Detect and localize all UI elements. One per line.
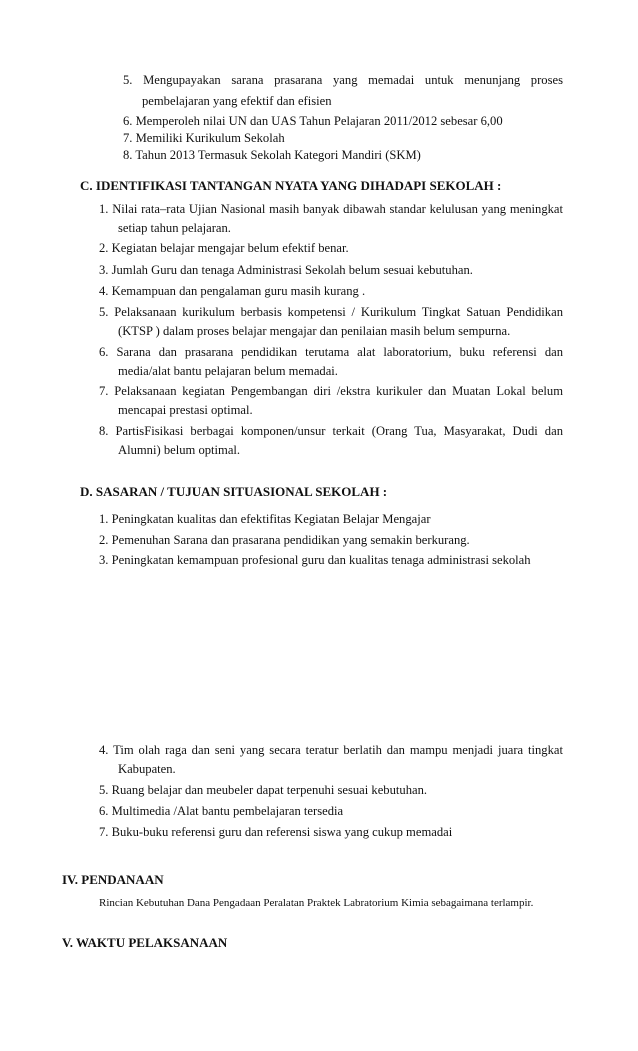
list-item: 2. Pemenuhan Sarana dan prasarana pendidikan yang semakin berkurang.: [99, 533, 470, 547]
list-item: 5. Mengupayakan sarana prasarana yang memadai untuk menunjang proses: [123, 73, 563, 87]
list-item-continuation: media/alat bantu pelajaran belum memadai.: [118, 364, 338, 378]
list-item: 5. Pelaksanaan kurikulum berbasis kompetensi / Kurikulum Tingkat Satuan Pendidikan: [99, 305, 563, 319]
list-item-continuation: setiap tahun pelajaran.: [118, 221, 231, 235]
list-item: 3. Peningkatan kemampuan profesional guru dan kualitas tenaga administrasi sekolah: [99, 553, 531, 567]
list-item: 6. Memperoleh nilai UN dan UAS Tahun Pelajaran 2011/2012 sebesar 6,00: [123, 114, 503, 128]
list-item: 4. Kemampuan dan pengalaman guru masih kurang .: [99, 284, 366, 298]
list-item: 6. Sarana dan prasarana pendidikan terutama alat laboratorium, buku referensi dan: [99, 345, 563, 359]
list-item: 4. Tim olah raga dan seni yang secara teratur berlatih dan mampu menjadi juara tingkat: [99, 743, 563, 757]
list-item-continuation: mencapai prestasi optimal.: [118, 403, 253, 417]
list-item: 5. Ruang belajar dan meubeler dapat terpenuhi sesuai kebutuhan.: [99, 783, 428, 797]
list-item: 1. Nilai rata–rata Ujian Nasional masih banyak dibawah standar kelulusan yang meningkat: [99, 202, 563, 216]
list-item: 8. Tahun 2013 Termasuk Sekolah Kategori Mandiri (SKM): [123, 148, 421, 162]
section-heading: D. SASARAN / TUJUAN SITUASIONAL SEKOLAH :: [80, 484, 388, 499]
list-item: 7. Pelaksanaan kegiatan Pengembangan diri /ekstra kurikuler dan Muatan Lokal belum: [99, 384, 563, 398]
list-item-continuation: Alumni) belum optimal.: [118, 443, 241, 457]
section-heading: IV. PENDANAAN: [62, 872, 164, 887]
list-item-continuation: (KTSP ) dalam proses belajar mengajar dan penilaian masih belum sempurna.: [118, 324, 511, 338]
list-item-continuation: Kabupaten.: [118, 762, 176, 776]
list-item: 7. Buku-buku referensi guru dan referensi siswa yang cukup memadai: [99, 825, 453, 839]
section-heading: C. IDENTIFIKASI TANTANGAN NYATA YANG DIHADAPI SEKOLAH :: [80, 178, 502, 193]
list-item: 2. Kegiatan belajar mengajar belum efektif benar.: [99, 241, 349, 255]
list-item: 3. Jumlah Guru dan tenaga Administrasi Sekolah belum sesuai kebutuhan.: [99, 263, 473, 277]
paragraph: Rincian Kebutuhan Dana Pengadaan Peralatan Praktek Labratorium Kimia sebagaimana terlampir.: [99, 897, 534, 909]
list-item: 6. Multimedia /Alat bantu pembelajaran tersedia: [99, 804, 344, 818]
section-heading: V. WAKTU PELAKSANAAN: [62, 935, 228, 950]
list-item: 7. Memiliki Kurikulum Sekolah: [123, 131, 285, 145]
list-item-continuation: pembelajaran yang efektif dan efisien: [142, 94, 332, 108]
list-item: 1. Peningkatan kualitas dan efektifitas Kegiatan Belajar Mengajar: [99, 512, 431, 526]
list-item: 8. PartisFisikasi berbagai komponen/unsur terkait (Orang Tua, Masyarakat, Dudi dan: [99, 424, 563, 438]
